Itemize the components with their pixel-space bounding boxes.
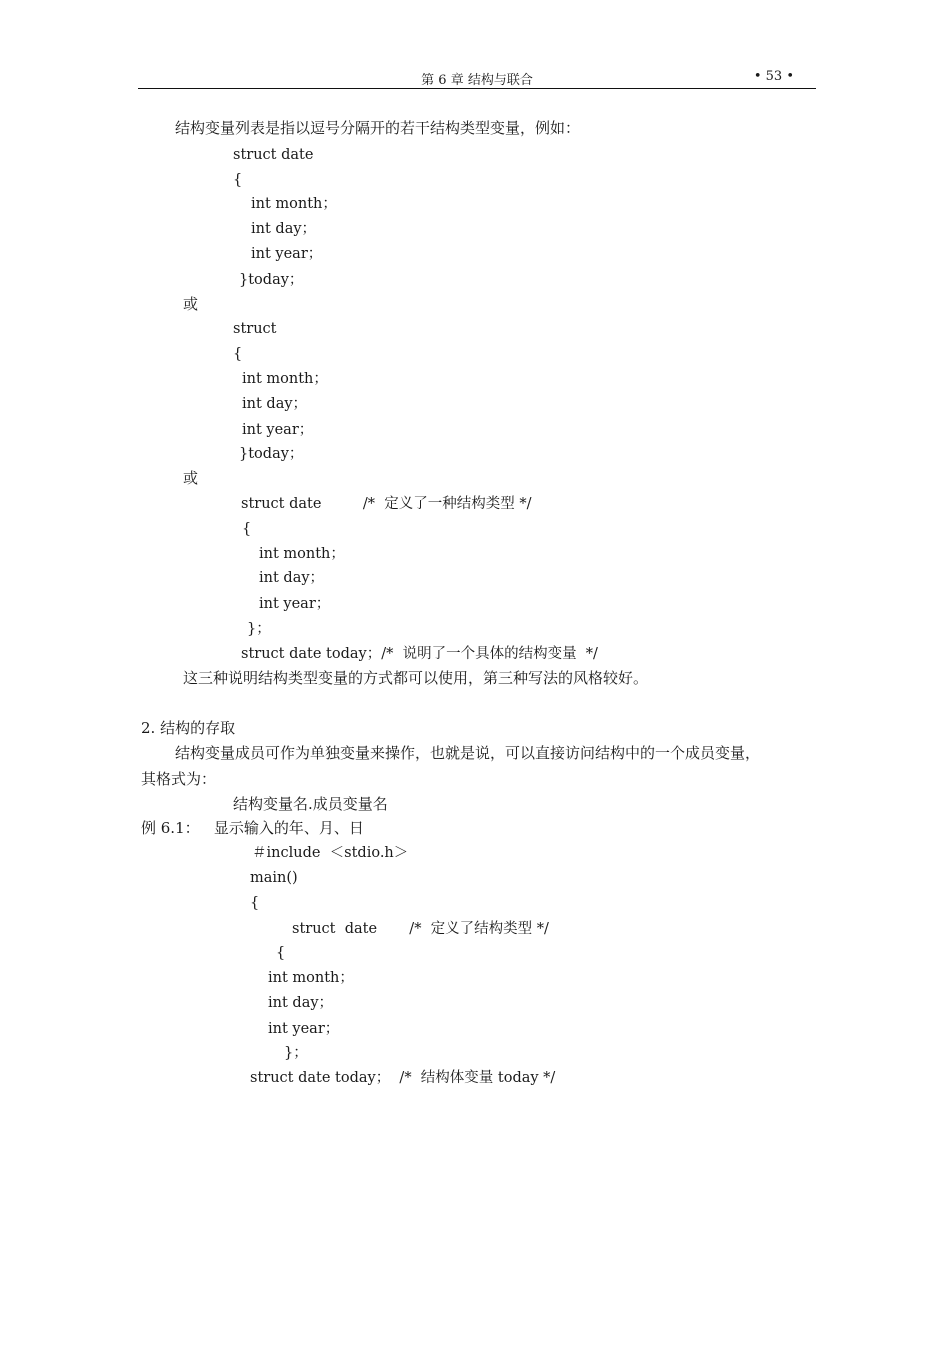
text-line: 结构变量列表是指以逗号分隔开的若干结构类型变量，例如： — [175, 119, 581, 137]
code-line: int month； — [251, 196, 337, 212]
text-line: 其格式为： — [141, 770, 217, 788]
chapter-title: 第 6 章 结构与联合 — [421, 73, 533, 88]
code-line: struct date today； /* 结构体变量 today */ — [250, 1070, 556, 1086]
code-line: }today； — [239, 272, 304, 288]
code-line: struct date /* 定义了结构类型 */ — [292, 921, 549, 937]
text-line: 这三种说明结构类型变量的方式都可以使用，第三种写法的风格较好。 — [183, 669, 649, 687]
code-line: }today； — [239, 446, 304, 462]
code-line: int year； — [251, 246, 323, 262]
text-line: 结构变量成员可作为单独变量来操作，也就是说，可以直接访问结构中的一个成员变量， — [175, 744, 761, 762]
example-title: 例 6.1： 显示输入的年、月、日 — [141, 819, 364, 837]
text-line: 或 — [183, 295, 199, 313]
code-line: int year； — [259, 596, 331, 612]
page-number: • 53 • — [753, 69, 794, 84]
code-line: struct date today；/* 说明了一个具体的结构变量 */ — [241, 646, 598, 662]
code-line: int day； — [242, 396, 308, 412]
code-line: int year； — [268, 1021, 340, 1037]
code-line: { — [250, 895, 260, 911]
code-line: int day； — [268, 995, 334, 1011]
section-heading: 2. 结构的存取 — [141, 719, 236, 737]
code-line: { — [233, 346, 243, 362]
code-line: main() — [250, 870, 298, 886]
code-line: int year； — [242, 422, 314, 438]
code-line: }； — [284, 1045, 308, 1061]
code-line: int month； — [268, 970, 354, 986]
code-line: int month； — [242, 371, 328, 387]
code-line: struct — [233, 321, 277, 337]
code-line: struct date /* 定义了一种结构类型 */ — [241, 496, 532, 512]
code-line: ＃include ＜stdio.h＞ — [252, 845, 409, 861]
code-line: { — [276, 945, 286, 961]
text-line: 结构变量名.成员变量名 — [233, 795, 388, 813]
code-line: { — [242, 521, 252, 537]
code-line: { — [233, 172, 243, 188]
page-header — [138, 68, 816, 89]
code-line: int month； — [259, 546, 345, 562]
code-line: }； — [247, 621, 271, 637]
code-line: int day； — [259, 570, 325, 586]
code-line: int day； — [251, 221, 317, 237]
text-line: 或 — [183, 469, 199, 487]
code-line: struct date — [233, 147, 314, 163]
